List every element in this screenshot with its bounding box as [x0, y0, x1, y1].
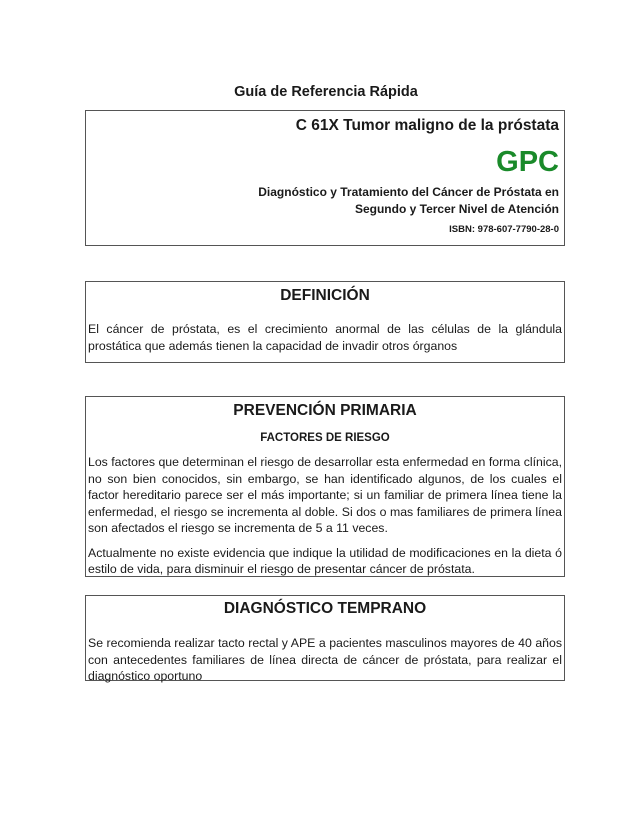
- gpc-label: GPC: [496, 146, 559, 178]
- factores-riesgo-subtitle: FACTORES DE RIESGO: [260, 432, 390, 444]
- prevencion-paragraph-1: Los factores que determinan el riesgo de desarrollar esta enfermedad en forma clínica, no son bien conocidos, sin embargo, se han identificado algunos, de los cuales el factor hereditario parece ser el más importante; si un familiar de primera línea tiene la enfermedad, el riesgo se incrementa al doble. Si dos o mas familiares de primera línea son afectados el riesgo se incrementa de 5 a 11 veces.: [88, 455, 562, 535]
- definicion-title: DEFINICIÓN: [280, 287, 370, 304]
- diagnostico-section: [85, 595, 565, 681]
- guide-title: Diagnóstico y Tratamiento del Cáncer de Próstata en Segundo y Tercer Nivel de Atención: [258, 185, 559, 216]
- prevencion-title: PREVENCIÓN PRIMARIA: [233, 402, 417, 419]
- header-box: [85, 110, 565, 246]
- diagnostico-title: DIAGNÓSTICO TEMPRANO: [223, 600, 427, 617]
- page-title: Guía de Referencia Rápida: [234, 84, 418, 100]
- definicion-text: El cáncer de próstata, es el crecimiento anormal de las células de la glándula prostática que además tienen la capacidad de invadir otros órganos: [88, 322, 562, 353]
- prevencion-paragraph-2: Actualmente no existe evidencia que indique la utilidad de modificaciones en la dieta ó estilo de vida, para disminuir el riesgo de presentar cáncer de próstata.: [88, 545, 562, 576]
- prevencion-section: [85, 396, 565, 577]
- definicion-section: [85, 281, 565, 363]
- isbn: ISBN: 978-607-7790-28-0: [449, 224, 559, 235]
- diagnostico-text: Se recomienda realizar tacto rectal y APE a pacientes masculinos mayores de 40 años con antecedentes familiares de línea directa de cáncer de próstata, para realizar el diagnóstico oportuno: [88, 636, 562, 683]
- disease-code-title: C 61X Tumor maligno de la próstata: [295, 117, 559, 134]
